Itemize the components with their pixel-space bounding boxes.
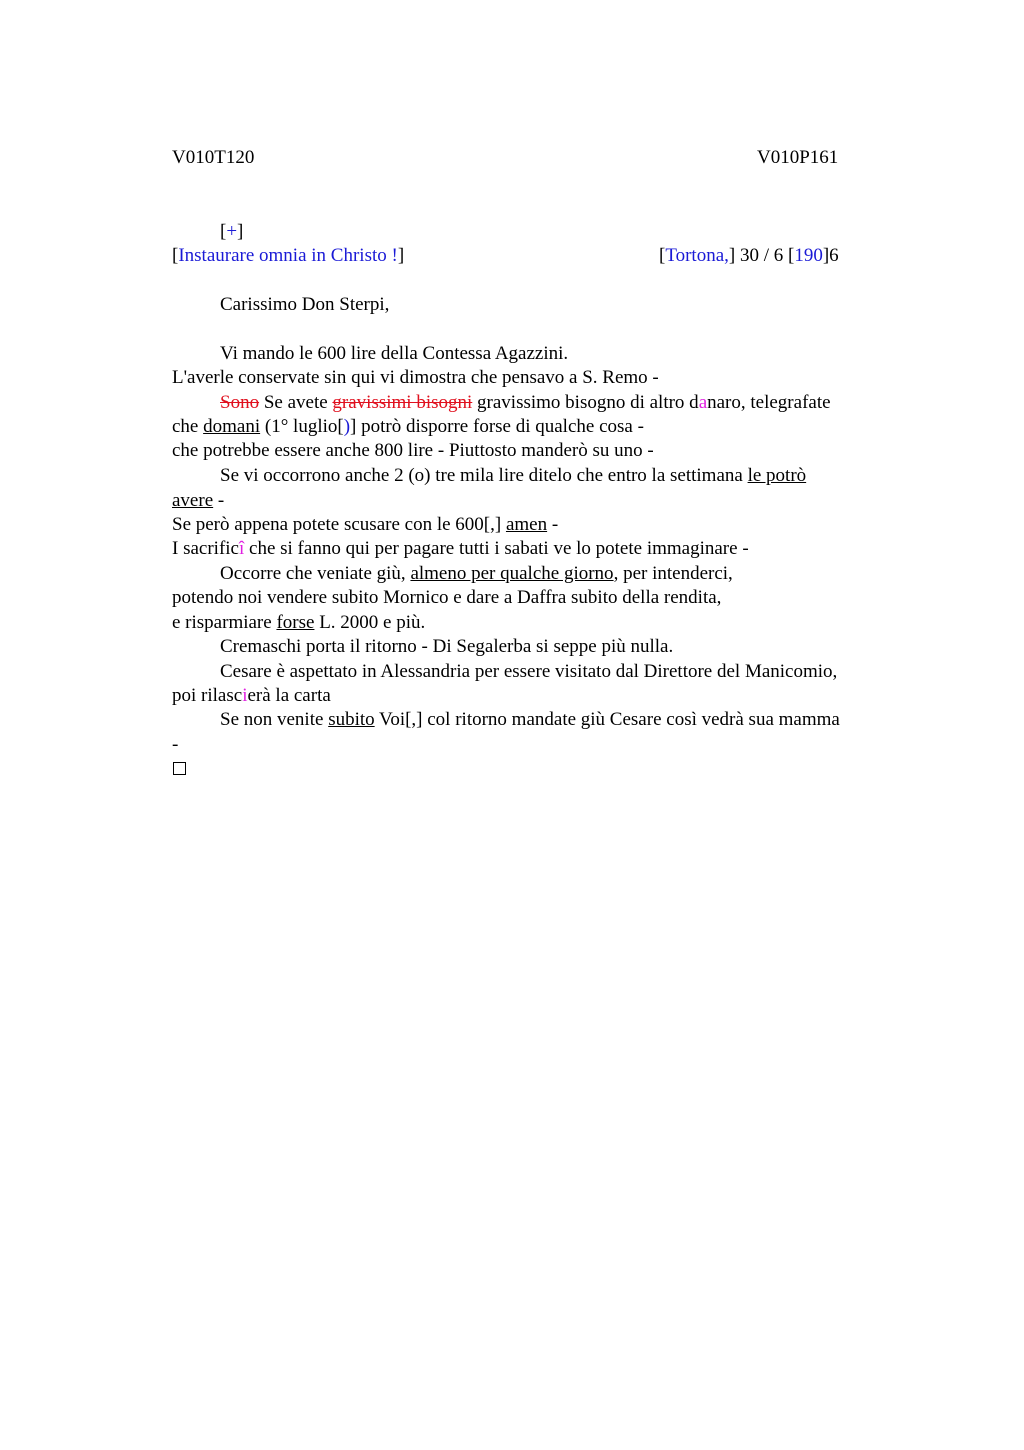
end-marker-square-icon [173,762,186,775]
underlined-text: avere [172,490,214,511]
underlined-text: almeno per qualche giorno [410,563,614,584]
text-span: gravissimo bisogno di altro d [472,392,699,413]
deleted-text: Sono [220,392,260,413]
text-span: L. 2000 e più. [314,612,426,633]
body-line-12 [172,611,425,635]
text-span: , per intenderci, [613,563,733,584]
editorial-bracket: ) [343,416,351,437]
text-span: naro, telegrafate [707,392,831,413]
text-span: - [213,490,225,511]
underlined-text: le potrò [747,465,807,486]
body-line-6 [220,464,806,488]
underlined-text: amen [505,514,548,535]
text-span: Se però appena potete scusare con le 600[,] [172,514,506,535]
bracket: [ [172,245,179,266]
bracket: [ [659,245,666,266]
body-line-1: Vi mando le 600 lire della Contessa Agazzini. [220,343,569,364]
body-line-17: - [172,734,179,755]
body-line-8 [172,513,558,537]
motto-text: Instaurare omnia in Christo ! [178,245,398,266]
salutation: Carissimo Don Sterpi, [220,294,390,315]
body-line-3 [220,391,831,415]
cross-line [220,220,243,244]
underlined-text: domani [203,416,261,437]
text-span: ] potrò disporre forse di qualche cosa - [350,416,644,437]
text-span: poi rilasc [172,685,243,706]
text-span: Occorre che veniate giù, [220,563,411,584]
date-day-month: ] 30 / 6 [ [728,245,795,266]
corrected-letter: i [242,685,248,706]
underlined-text: forse [276,612,315,633]
text-span: che [172,416,204,437]
body-line-7 [172,489,224,513]
body-line-13: Cremaschi porta il ritorno - Di Segalerba si seppe più nulla. [220,636,674,657]
body-line-14: Cesare è aspettato in Alessandria per essere visitato dal Direttore del Manicomio, [220,661,838,682]
document-code-left: V010T120 [172,147,255,168]
text-span: Voi[,] col ritorno mandate giù Cesare così vedrà sua mamma [374,709,840,730]
bracket: ] [397,245,405,266]
page-code-right: V010P161 [757,147,839,168]
text-span: I sacrific [172,538,239,559]
body-line-15 [172,684,331,708]
deleted-text: gravissimi bisogni [332,392,473,413]
text-span: - [547,514,559,535]
body-line-11: potendo noi vendere subito Mornico e dare a Daffra subito della rendita, [172,587,722,608]
underlined-text: subito [328,709,375,730]
text-span: che si fanno qui per pagare tutti i sabati ve lo potete immaginare - [244,538,749,559]
body-line-10 [220,562,733,586]
body-line-4 [172,415,644,439]
bracket: [ [220,221,227,242]
body-line-2: L'averle conservate sin qui vi dimostra che pensavo a S. Remo - [172,367,659,388]
text-span: Se non venite [220,709,329,730]
text-span: e risparmiare [172,612,277,633]
text-span: (1° luglio[ [260,416,344,437]
date-year-end: ]6 [822,245,839,266]
bracket: ] [237,221,244,242]
date-place: Tortona, [665,245,729,266]
motto-line [172,244,404,268]
body-line-9 [172,537,749,561]
cross-icon: + [226,221,238,242]
body-line-16 [220,708,840,732]
corrected-letter: a [698,392,708,413]
date-line [659,244,839,268]
text-span: erà la carta [247,685,331,706]
date-year-editorial: 190 [794,245,823,266]
text-span: Se vi occorrono anche 2 (o) tre mila lire ditelo che entro la settimana [220,465,748,486]
body-line-5: che potrebbe essere anche 800 lire - Piuttosto manderò su uno - [172,440,654,461]
text-span: Se avete [259,392,333,413]
corrected-letter: î [238,538,245,559]
